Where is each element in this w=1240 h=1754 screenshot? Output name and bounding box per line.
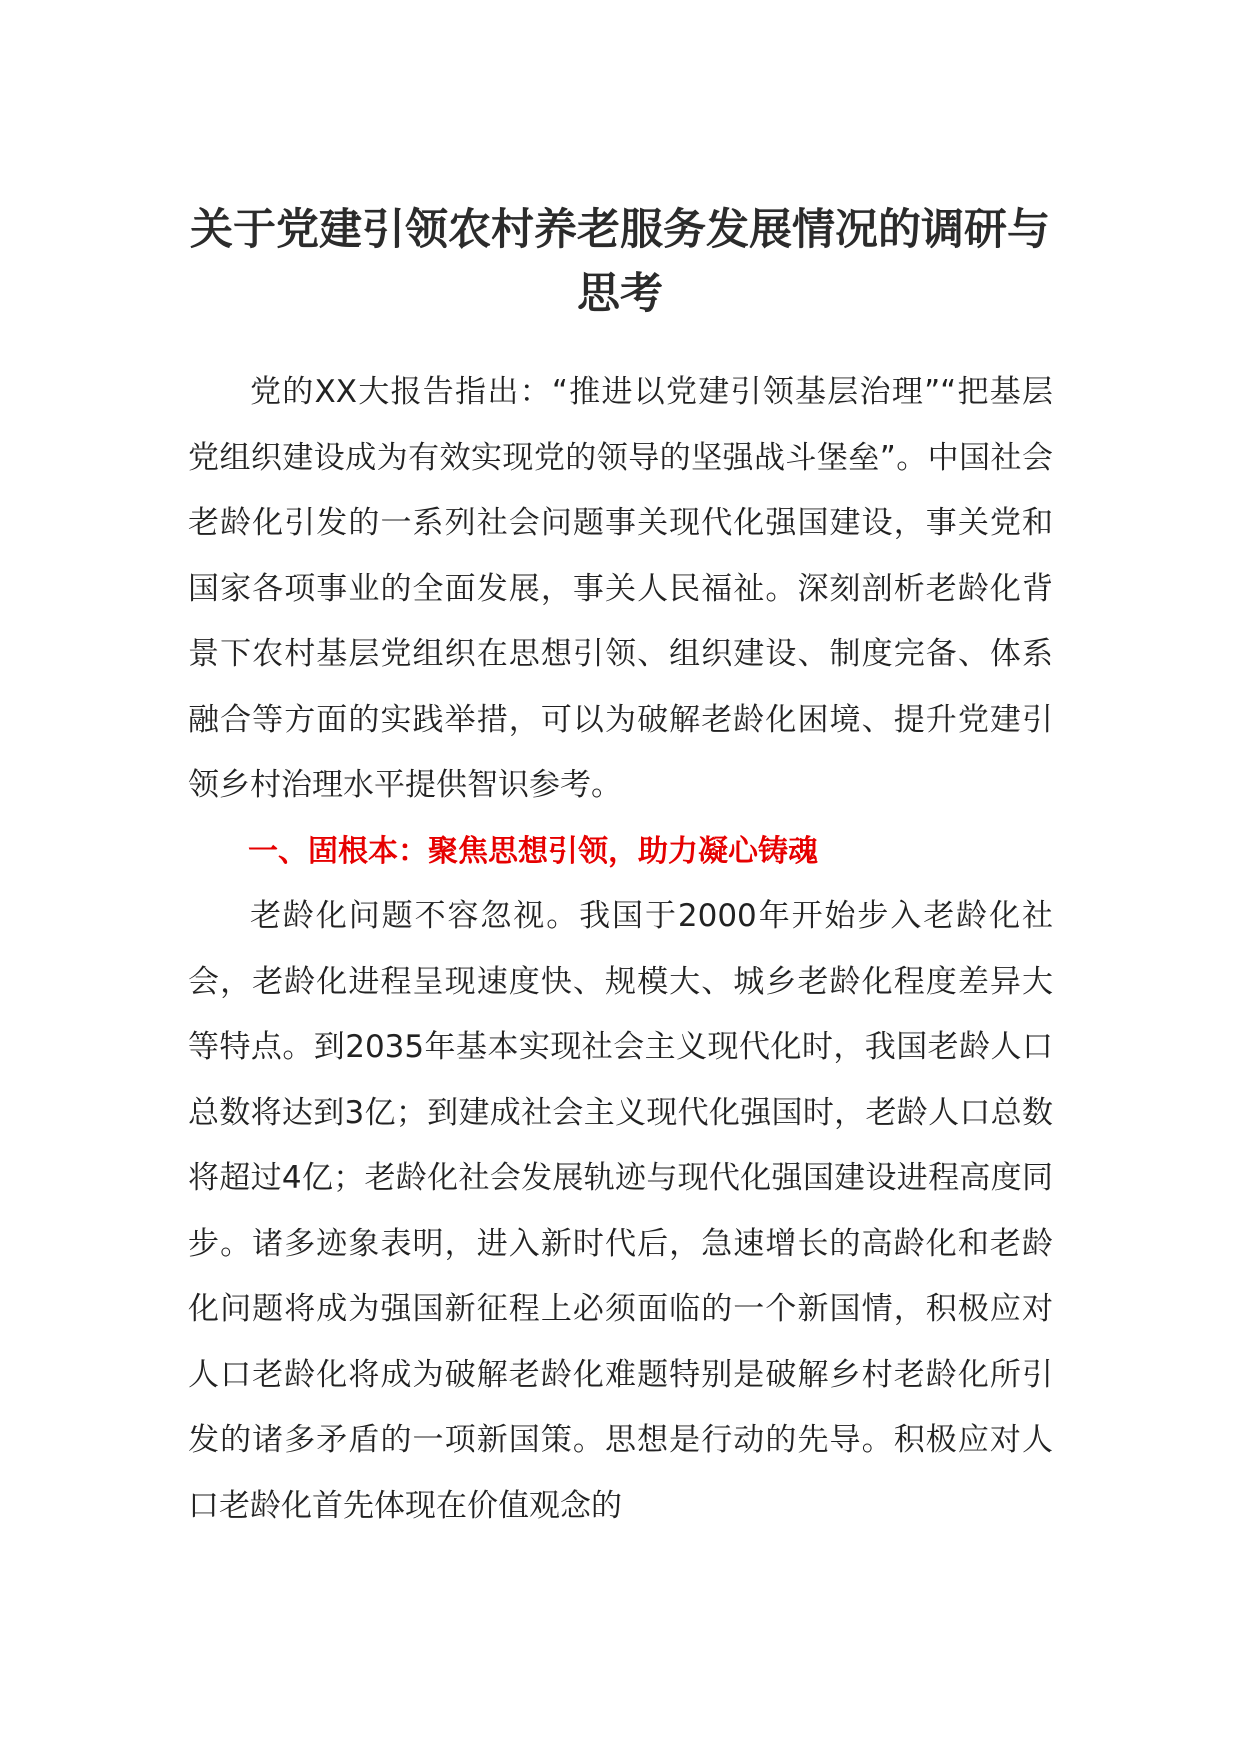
section-heading: 一、固根本：聚焦思想引领，助力凝心铸魂 bbox=[248, 833, 818, 869]
section-paragraph: 老龄化问题不容忽视。我国于2000年开始步入老龄化社会，老龄化进程呈现速度快、规模大、城乡老龄化程度差异大等特点。到2035年基本实现社会主义现代化时，我国老龄人口总数将达到3亿；到建成社会主义现代化强国时，老龄人口总数将超过4亿；老龄化社会发展轨迹与现代化强国建设进程高度同步。诸多迹象表明，进入新时代后，急速增长的高龄化和老龄化问题将成为强国新征程上必须面临的一个新国情，积极应对人口老龄化将成为破解老龄化难题特别是破解乡村老龄化所引发的诸多矛盾的一项新国策。思想是行动的先导。积极应对人口老龄化首先体现在价值观念的 bbox=[188, 898, 1053, 1524]
document-body bbox=[188, 360, 1053, 1539]
document-title: 关于党建引领农村养老服务发展情况的调研与思考 bbox=[190, 205, 1050, 319]
intro-paragraph: 党的XX大报告指出：“推进以党建引领基层治理”“把基层党组织建设成为有效实现党的领导的坚强战斗堡垒”。中国社会老龄化引发的一系列社会问题事关现代化强国建设，事关党和国家各项事业的全面发展，事关人民福祉。深刻剖析老龄化背景下农村基层党组织在思想引领、组织建设、制度完备、体系融合等方面的实践举措，可以为破解老龄化困境、提升党建引领乡村治理水平提供智识参考。 bbox=[188, 374, 1053, 803]
